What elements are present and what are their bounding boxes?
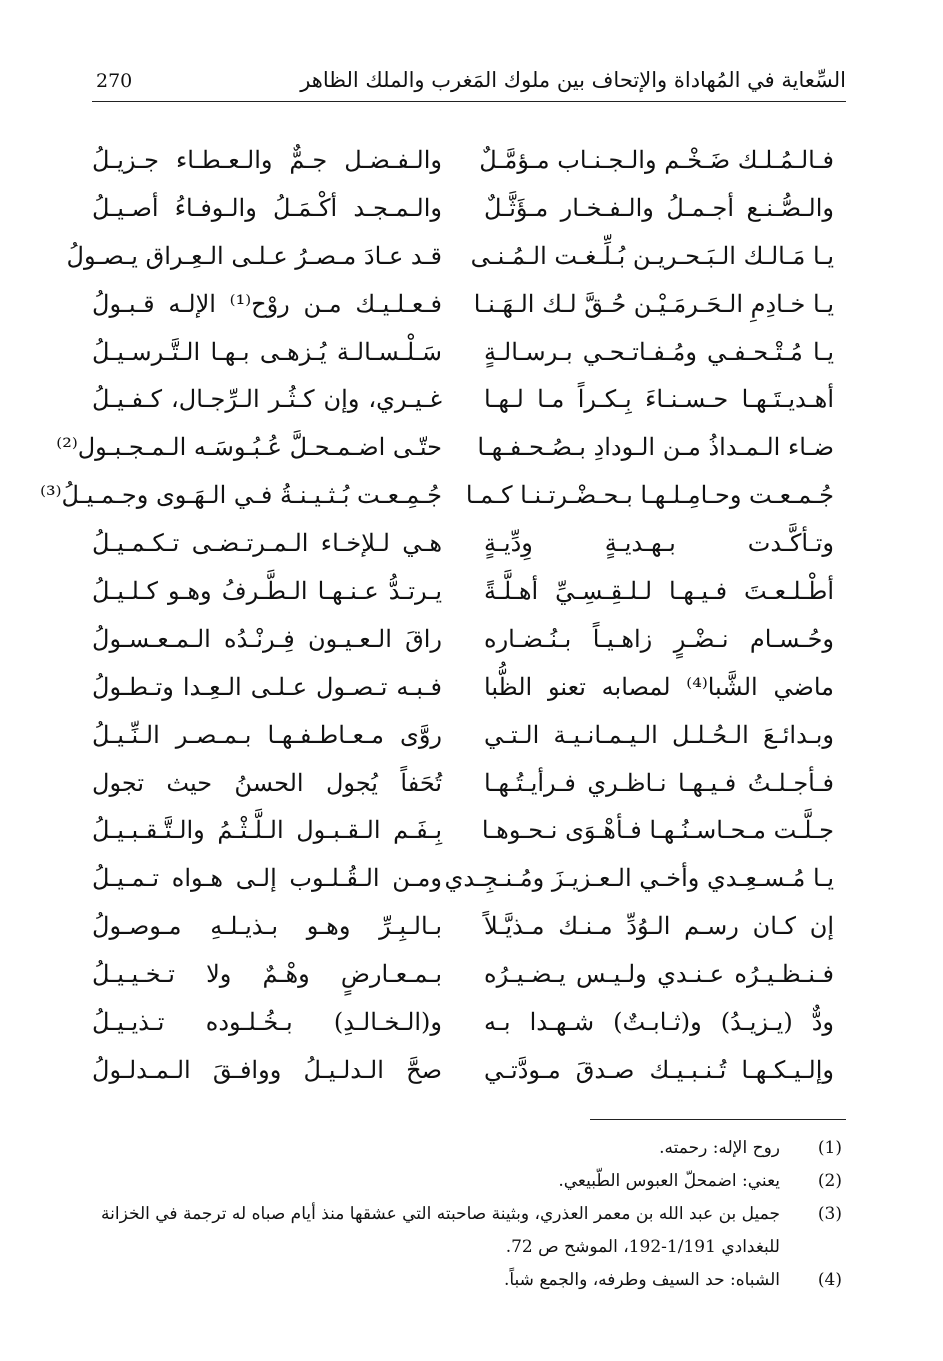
footnote-separator — [590, 1119, 846, 1120]
verse-row — [92, 186, 846, 234]
verse-second-hemistich: يـرتـدُّ عـنـهـا الـطَّـرفُ وهـو كـلـيـلُ — [92, 577, 442, 606]
verse-first-hemistich: يـا مَـالـك الـبَـحـريـن بُـلِّـغـت الـمُـنـى — [470, 241, 834, 270]
verse-second-hemistich: و(الـخـالـدِ) بـخُـلـوده تـذيـيـلُ — [92, 1008, 442, 1037]
verse-first-hemistich: جـلَّـت مـحـاسـنُـهـا فـأهْـوَى نـحـوهـا — [481, 816, 834, 845]
verse-row — [56, 425, 846, 473]
verse-first-hemistich: ودٌّ (يـزيـدُ) و(ثـابـتٌ) شـهـدا بـه — [484, 1008, 834, 1037]
verse-first-hemistich: ضـاء الـمـداذُ مـن الـودادِ بـصُـحـفـهـا — [477, 433, 834, 462]
verse-row — [92, 665, 846, 713]
footnote-text: جميل بن عبد الله بن معمر العذري، وبثينة صاحبته التي عشقها منذ أيام صباه له ترجمة في الخزانة للبغدادي 1/191-192، الموشح ص 72. — [101, 1204, 780, 1257]
footnote-number: (3) — [817, 1204, 842, 1224]
verse-row — [92, 904, 846, 952]
verse-second-hemistich: بِـفَـم الـقـبـول الـلَّـثْـمُ والـتَّـقـبـيـلُ — [92, 816, 442, 845]
verse-second-hemistich: بـالـبِـرِّ وهـو بـذيـلـهِ مـوصـولُ — [92, 912, 442, 941]
verse-row — [92, 330, 846, 378]
page-number: 270 — [96, 70, 133, 92]
verse-row — [92, 952, 846, 1000]
verse-first-hemistich: يـا مُـسـعِـدي وأخـي الـعـزيـزَ ومُـنـجِـدي — [444, 864, 834, 893]
verse-first-hemistich: أطْـلـعـتَ فـيـهـا لـلـقِـسِـيِّ أهـلَّـةً — [484, 577, 834, 606]
verse-row — [92, 617, 846, 665]
verse-second-hemistich: فـعـلـيـك مـن روْح⁽¹⁾ الإلـه قـبـولُ — [92, 289, 442, 318]
verse-first-hemistich: وبـدائـعَ الـحُـلـل الـيـمـانـيـة الـتـي — [484, 720, 834, 749]
verse-first-hemistich: فـالـمُـلـك ضَـخْـم والـجـنـاب مـؤمَّـلٌ — [479, 146, 834, 174]
verse-first-hemistich: جُـمـعـت وحـامِـلـهـا بـحـضْـرتـنـا كـمـا — [465, 481, 834, 510]
verse-second-hemistich: بـمـعـارضٍ وهْـمٌ ولا تـخـيـيـلُ — [92, 960, 442, 989]
verse-second-hemistich: غـيـري، وإن كـثُـر الـرِّجـال، كـفـيـلُ — [92, 385, 442, 414]
footnote-text: يعني: اضمحلّ العبوس الطّبيعي. — [558, 1171, 780, 1191]
verse-row — [92, 377, 846, 425]
verse-row — [40, 473, 846, 521]
verse-row — [66, 234, 846, 282]
verse-second-hemistich: حتّـى اضـمـحـلَّ عُـبُـوسَـه الـمـجـبـول⁽²⁾ — [56, 433, 442, 462]
verse-first-hemistich: يـا خـادِمِ الـحَـرمَـيْـن حُـقَّ لـك الـهَـنـا — [473, 289, 834, 318]
footnote-text: روح الإله: رحمته. — [659, 1138, 780, 1158]
footnote-number: (4) — [817, 1270, 842, 1290]
footnotes — [92, 1132, 846, 1297]
footnote — [92, 1198, 846, 1264]
verse-first-hemistich: فـأجـلـتُ فـيـهـا نـاظـري فـرأيـتُـهـا — [484, 768, 834, 797]
footnote — [92, 1132, 846, 1165]
verse-first-hemistich: وحُـسـام نـضْـرٍ زاهـيـاً بـنُـضـاره — [484, 624, 834, 653]
verse-second-hemistich: والـفـضـل جـمٌّ والـعـطـاء جـزيـلُ — [92, 146, 442, 174]
verse-second-hemistich: فـبـه تـصـول عـلـى الـعِـدا وتـطـولُ — [92, 672, 442, 701]
verse-first-hemistich: والـصُّـنـع أجـمـلُ والـفـخـار مـؤَثَّـلٌ — [484, 193, 834, 222]
verse-second-hemistich: قـد عـادَ مـصـرُ عـلـى الـعِـراق يـصـولُ — [66, 241, 442, 270]
footnote-text: الشباه: حد السيف وطرفه، والجمع شباً. — [503, 1270, 780, 1290]
verse-second-hemistich: جُـمِـعـت بُـثـيـنـةُ فـي الـهَـوى وجـمـيـلُ⁽³⁾ — [40, 481, 442, 510]
verse-row — [92, 282, 846, 330]
verse-first-hemistich: وإلـيـكـهـا تُـنـبـيـك صـدقَ مـودَّتـي — [484, 1055, 834, 1084]
footnote-number: (1) — [817, 1138, 842, 1158]
verse-first-hemistich: ماضي الشَّبا⁽⁴⁾ لمصابه تعنو الظُّبا — [484, 672, 834, 701]
verse-second-hemistich: صحَّ الـدلـيـلُ ووافـقَ الـمـدلـولُ — [92, 1055, 442, 1084]
footnote — [92, 1165, 846, 1198]
footnote — [92, 1264, 846, 1297]
verse-second-hemistich: تُحَفاً يُجول الحسنُ حيث تجول — [92, 768, 442, 797]
page-header — [92, 62, 846, 102]
verse-row — [92, 713, 846, 761]
verse-row — [92, 808, 846, 856]
verse-row — [92, 1048, 846, 1096]
verse-first-hemistich: يـا مُـتْـحـفـي ومُـفـاتـحـي بـرسـالـةٍ — [484, 337, 834, 366]
verse-second-hemistich: ومـن الـقُـلـوب إلـى هـواه تـمـيـلُ — [92, 864, 442, 893]
verse-second-hemistich: سَـلْـسـالـة يُـزهـى بـهـا الـتَّـرسـيـلُ — [92, 337, 442, 366]
footnote-number: (2) — [817, 1171, 842, 1191]
verse-second-hemistich: راقَ الـعـيـون فِـرنْـدُه الـمـعـسـولُ — [92, 624, 442, 653]
header-rule — [92, 101, 846, 102]
verse-row — [92, 138, 846, 186]
poem-body — [40, 138, 846, 1096]
verse-row — [92, 521, 846, 569]
verse-first-hemistich: إن كـان رسـم الـوُدِّ مـنـك مـذيَّـلاً — [484, 912, 834, 941]
verse-second-hemistich: روَّى مـعـاطـفـهـا بـمـصـر الـنِّـيـلُ — [92, 720, 442, 749]
verse-row — [92, 761, 846, 809]
verse-second-hemistich: هـي لـلإخـاء الـمـرتـضـى تـكـمـيـلُ — [92, 529, 442, 558]
verse-row — [92, 569, 846, 617]
verse-first-hemistich: وتـأكَّـدت بـهـديـةٍ وِدِّيـةٍ — [484, 529, 834, 558]
verse-first-hemistich: فـنـظـيـرُه عـنـدي ولـيـس يـضـيـرُه — [484, 960, 834, 989]
verse-row — [92, 856, 846, 904]
verse-first-hemistich: أهـديـتَـهـا حـسـنـاءَ بِـكـراً مـا لـهـا — [484, 385, 834, 414]
verse-row — [92, 1000, 846, 1048]
verse-second-hemistich: والـمـجـد أكْـمَـلُ والـوفـاءُ أصـيـلُ — [92, 193, 442, 222]
running-title: السِّعاية في المُهاداة والإتحاف بين ملوك المَغرب والملك الظاهر — [300, 68, 846, 92]
